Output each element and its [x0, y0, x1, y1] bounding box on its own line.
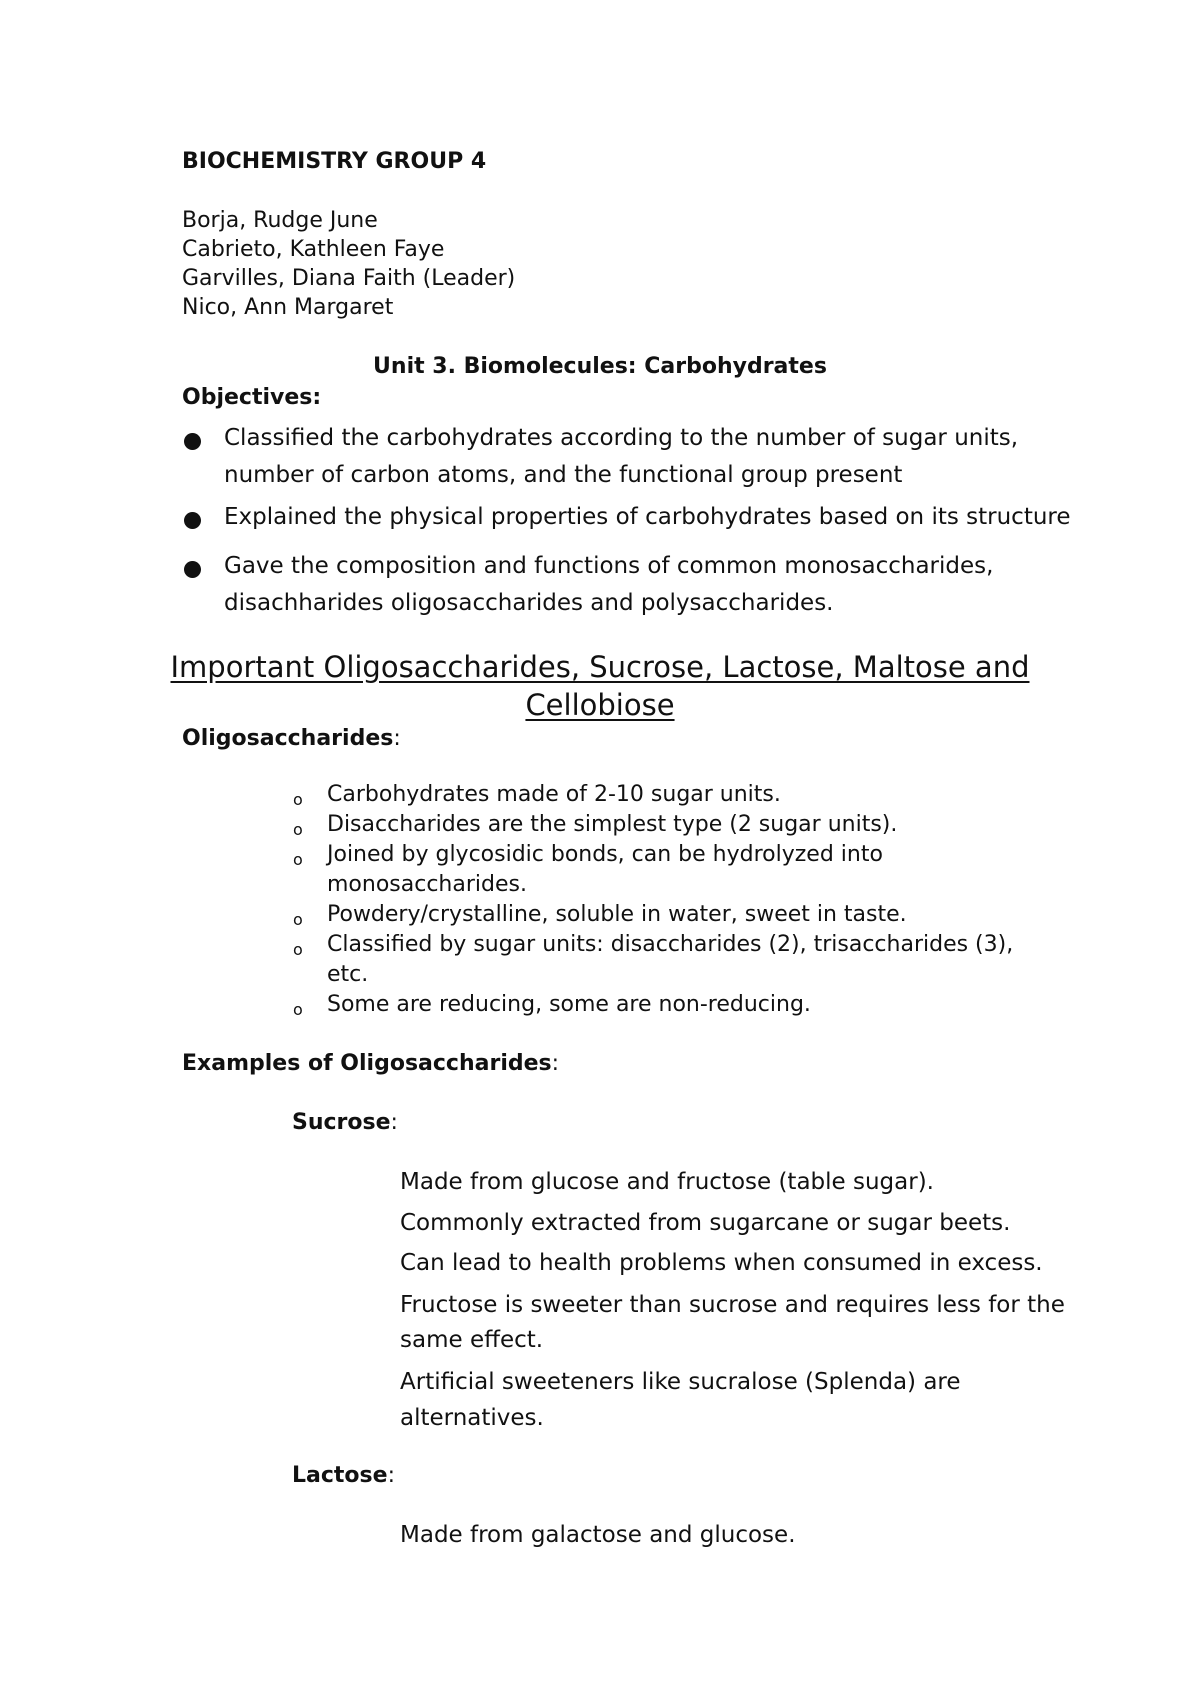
sucrose-line: alternatives. — [400, 1405, 544, 1431]
oligo-point: etc. — [327, 962, 369, 987]
bullet-dot-icon — [184, 561, 201, 578]
oligo-point: monosaccharides. — [327, 872, 527, 897]
lactose-line: Made from galactose and glucose. — [400, 1522, 796, 1548]
circle-bullet-icon: o — [293, 1000, 303, 1019]
sucrose-line: Artificial sweeteners like sucralose (Splenda) are — [400, 1369, 961, 1395]
oligo-point: Powdery/crystalline, soluble in water, sweet in taste. — [327, 902, 907, 927]
sucrose-label: Sucrose: — [292, 1110, 398, 1135]
section-heading: Cellobiose — [525, 688, 675, 722]
oligo-point: Disaccharides are the simplest type (2 sugar units). — [327, 812, 898, 837]
member-name: Borja, Rudge June — [182, 208, 378, 233]
sucrose-line: Fructose is sweeter than sucrose and requires less for the — [400, 1292, 1065, 1318]
circle-bullet-icon: o — [293, 910, 303, 929]
sucrose-line: same effect. — [400, 1327, 544, 1353]
objectives-label: Objectives: — [182, 385, 322, 410]
oligo-point: Some are reducing, some are non-reducing. — [327, 992, 811, 1017]
oligo-point: Classified by sugar units: disaccharides (2), trisaccharides (3), — [327, 932, 1014, 957]
objective-line: Classified the carbohydrates according to the number of sugar units, — [224, 425, 1019, 451]
objective-line: disachharides oligosaccharides and polysaccharides. — [224, 590, 834, 616]
sucrose-line: Can lead to health problems when consumed in excess. — [400, 1250, 1043, 1276]
sucrose-line: Commonly extracted from sugarcane or sugar beets. — [400, 1210, 1011, 1236]
oligosaccharides-label: Oligosaccharides: — [182, 726, 401, 751]
member-name: Garvilles, Diana Faith (Leader) — [182, 266, 516, 291]
oligo-point: Carbohydrates made of 2-10 sugar units. — [327, 782, 781, 807]
circle-bullet-icon: o — [293, 790, 303, 809]
objective-line: number of carbon atoms, and the functional group present — [224, 462, 903, 488]
bullet-dot-icon — [184, 512, 201, 529]
bullet-dot-icon — [184, 433, 201, 450]
lactose-label: Lactose: — [292, 1463, 395, 1488]
member-name: Cabrieto, Kathleen Faye — [182, 237, 445, 262]
sucrose-line: Made from glucose and fructose (table sugar). — [400, 1169, 934, 1195]
circle-bullet-icon: o — [293, 940, 303, 959]
objective-line: Explained the physical properties of carbohydrates based on its structure — [224, 504, 1071, 530]
group-title: BIOCHEMISTRY GROUP 4 — [182, 149, 487, 174]
section-heading: Important Oligosaccharides, Sucrose, Lactose, Maltose and — [170, 650, 1030, 684]
unit-title: Unit 3. Biomolecules: Carbohydrates — [373, 354, 827, 379]
oligo-point: Joined by glycosidic bonds, can be hydrolyzed into — [327, 842, 883, 867]
objective-line: Gave the composition and functions of common monosaccharides, — [224, 553, 994, 579]
circle-bullet-icon: o — [293, 850, 303, 869]
member-name: Nico, Ann Margaret — [182, 295, 394, 320]
examples-label: Examples of Oligosaccharides: — [182, 1051, 560, 1076]
circle-bullet-icon: o — [293, 820, 303, 839]
